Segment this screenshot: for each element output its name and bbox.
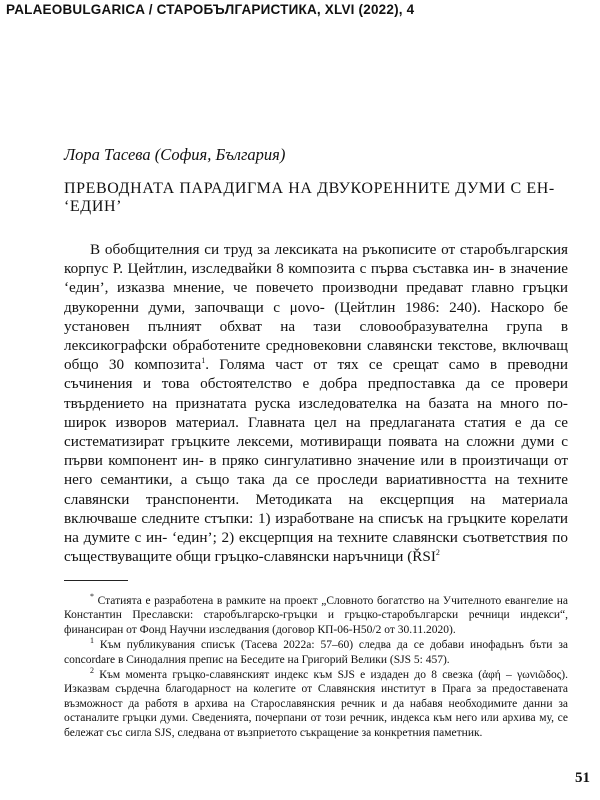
article-author: Лора Тасева (София, България) [64, 145, 286, 164]
footnote-separator [64, 580, 128, 581]
body-paragraph-part-1: В обобщителния си труд за лексиката на ръкописите от старобългарския корпус Р. Цейтлин, изследвайки 8 композита с първа съставка ин- в значение ‘един’, изказва мнение, че повечето производни предават главно гръцки двукоренни думи, започващи с μονο- (Цейтлин 1986: 240). Наскоро бе установен пълният обхват на тази словообразувателна група в лексикографски обработените средновековни славянски текстове, включващ общо 30 композита [64, 241, 568, 374]
footnote-mark: 2 [90, 666, 94, 676]
footnote-mark: 1 [90, 636, 94, 646]
article-title: ПРЕВОДНАТА ПАРАДИГМА НА ДВУКОРЕННИТЕ ДУМИ С ЕН- ‘ЕДИН’ [64, 180, 555, 215]
page-number: 51 [575, 770, 590, 786]
body-paragraph-part-2: . Голяма част от тях се срещат само в преводни съчинения и това обстоятелство е добра предпоставка да се провери твърдението на признатата руска изследователка на базата на много по-широк изворов материал. Главната цел на предлаганата статия е да се систематизират гръцките лексеми, мотивиращи появата на сложни думи с първи компонент ин- в пряко сингулативно значение или в произтичащи от него семантики, а също така да се проследи вариативността на техните славянски транспоненти. Методиката на ексцерпция на материала включваше следните стъпки: 1) изработване на списък на гръцките корелати на думите с ин- ‘един’; 2) ексцерпция на техните славянски съответствия по съществуващите общи гръцко-славянски наръчници (ŘSI [64, 356, 569, 566]
footnote-text: Към момента гръцко-славянският индекс към SJS е издаден до 8 свезка (ἀφή – γωνιῶδος). Изказвам сърдечна благодарност на колегите от Славянския институт в Прага за предоставената възможност да работя в архива на Старославянския речник и да набавя необходимите данни за останалите гръцки думи. Сведенията, почерпани от този речник, индекса към него или архива му, се бележат със сигла SJS, следвана от възприетото съкращение за конкретния паметник. [64, 669, 569, 739]
footnote-2 [64, 668, 568, 740]
article-body [64, 240, 568, 566]
footnote-text: Към публикувания списък (Тасева 2022а: 57–60) следва да се добави инофадьнъ бъти за concordare в Синодалния препис на Беседите на Григорий Велики (SJS 5: 457). [64, 639, 568, 666]
footnote-text: Статията е разработена в рамките на проект „Словното богатство на Учителното евангелие на Константин Преславски: старобългарско-гръцки и гръцко-старобългарски речници индекси“, финансиран от Фонд Научни изследвания (договор КП-06-Н50/2 от 30.11.2020). [64, 595, 569, 636]
footnote-mark: * [90, 592, 94, 602]
footnote-marker-1: 1 [201, 356, 206, 366]
footnotes [64, 594, 568, 741]
footnote-star [64, 594, 568, 637]
running-header: PALAEOBULGARICA / СТАРОБЪЛГАРИСТИКА, XLVI (2022), 4 [6, 2, 415, 17]
footnote-1 [64, 638, 568, 667]
footnote-marker-2: 2 [435, 548, 440, 558]
